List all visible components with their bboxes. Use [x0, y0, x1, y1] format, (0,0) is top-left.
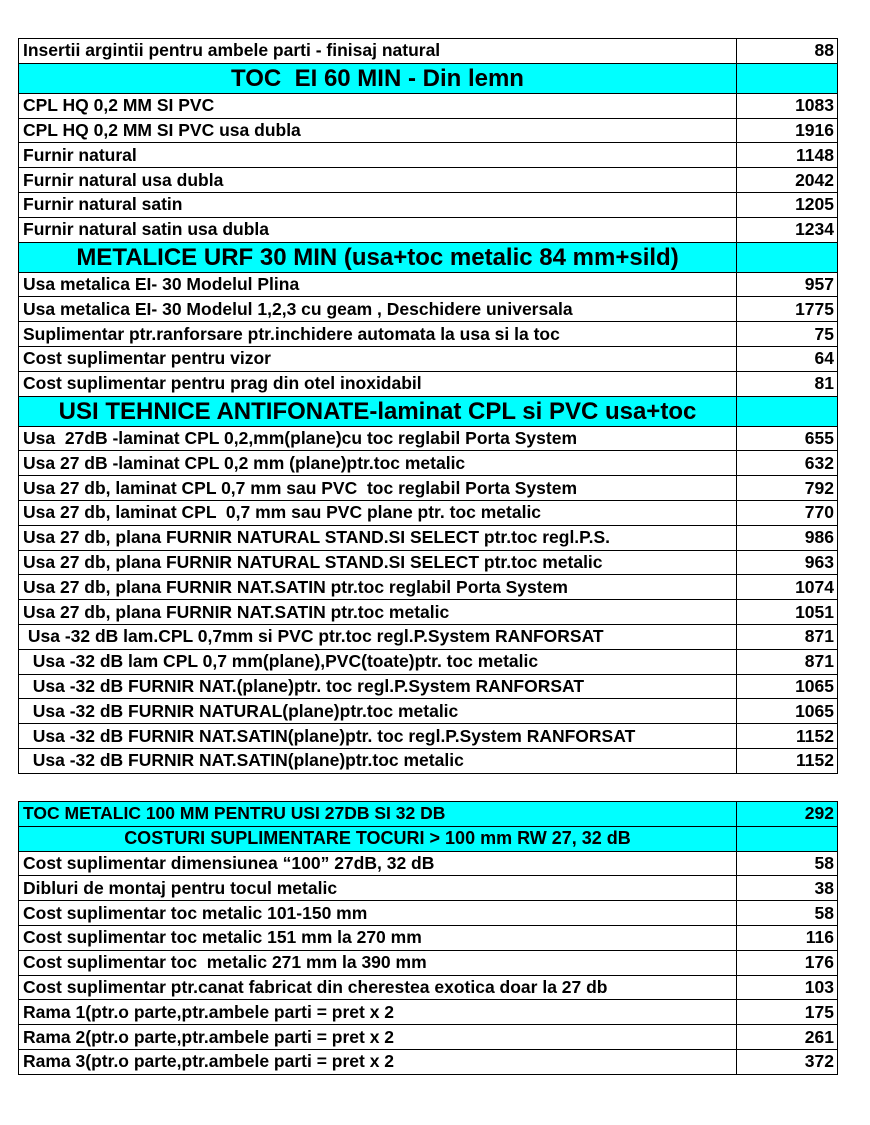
table-row: [19, 39, 838, 64]
table-row: [19, 322, 838, 347]
item-price: 770: [737, 500, 838, 525]
table-row: [19, 575, 838, 600]
item-description: Cost suplimentar toc metalic 271 mm la 390 mm: [19, 950, 737, 975]
item-price: 1205: [737, 192, 838, 217]
table-row: [19, 500, 838, 525]
item-description: Usa -32 dB FURNIR NATURAL(plane)ptr.toc metalic: [19, 699, 737, 724]
section-header-row: [19, 802, 838, 827]
item-price: 175: [737, 1000, 838, 1025]
item-price: 58: [737, 901, 838, 926]
table-row: [19, 1000, 838, 1025]
item-price: 1916: [737, 118, 838, 143]
table-row: [19, 950, 838, 975]
table-row: [19, 525, 838, 550]
table-row: [19, 168, 838, 193]
item-description: Rama 3(ptr.o parte,ptr.ambele parti = pret x 2: [19, 1049, 737, 1074]
price-table-main: [18, 38, 838, 774]
table-row: [19, 143, 838, 168]
item-price: 1152: [737, 724, 838, 749]
item-description: METALICE URF 30 MIN (usa+toc metalic 84 mm+sild): [19, 242, 737, 272]
table-row: [19, 371, 838, 396]
item-description: Usa 27 db, plana FURNIR NAT.SATIN ptr.toc metalic: [19, 600, 737, 625]
item-description: Usa -32 dB FURNIR NAT.(plane)ptr. toc regl.P.System RANFORSAT: [19, 674, 737, 699]
item-price: 986: [737, 525, 838, 550]
item-description: Usa -32 dB lam.CPL 0,7mm si PVC ptr.toc regl.P.System RANFORSAT: [19, 624, 737, 649]
item-price: 1083: [737, 93, 838, 118]
item-price: 81: [737, 371, 838, 396]
item-description: Usa -32 dB FURNIR NAT.SATIN(plane)ptr.toc metalic: [19, 748, 737, 773]
item-description: Rama 1(ptr.o parte,ptr.ambele parti = pret x 2: [19, 1000, 737, 1025]
table-row: [19, 346, 838, 371]
table-row: [19, 217, 838, 242]
table-row: [19, 192, 838, 217]
item-description: Insertii argintii pentru ambele parti - finisaj natural: [19, 39, 737, 64]
item-description: Usa -32 dB FURNIR NAT.SATIN(plane)ptr. toc regl.P.System RANFORSAT: [19, 724, 737, 749]
table-row: [19, 724, 838, 749]
item-price: 655: [737, 426, 838, 451]
table-row: [19, 476, 838, 501]
table-row: [19, 1049, 838, 1074]
table-row: [19, 118, 838, 143]
item-description: Cost suplimentar toc metalic 101-150 mm: [19, 901, 737, 926]
item-description: Furnir natural: [19, 143, 737, 168]
item-description: TOC EI 60 MIN - Din lemn: [19, 63, 737, 93]
item-price: 1074: [737, 575, 838, 600]
item-price: 38: [737, 876, 838, 901]
item-price: 116: [737, 925, 838, 950]
item-description: Cost suplimentar pentru vizor: [19, 346, 737, 371]
item-description: Cost suplimentar ptr.canat fabricat din cherestea exotica doar la 27 db: [19, 975, 737, 1000]
item-price: 292: [737, 802, 838, 827]
item-price: 963: [737, 550, 838, 575]
item-price: 2042: [737, 168, 838, 193]
section-header-row: [19, 242, 838, 272]
item-price: 372: [737, 1049, 838, 1074]
item-price: 1234: [737, 217, 838, 242]
item-description: Usa metalica EI- 30 Modelul Plina: [19, 272, 737, 297]
item-price: 176: [737, 950, 838, 975]
table-row: [19, 975, 838, 1000]
table-row: [19, 451, 838, 476]
item-price: [737, 63, 838, 93]
item-price: [737, 242, 838, 272]
item-description: Usa 27 db, plana FURNIR NAT.SATIN ptr.toc reglabil Porta System: [19, 575, 737, 600]
item-price: 88: [737, 39, 838, 64]
item-price: [737, 826, 838, 851]
item-price: 1152: [737, 748, 838, 773]
item-description: Usa -32 dB lam CPL 0,7 mm(plane),PVC(toate)ptr. toc metalic: [19, 649, 737, 674]
section-header-row: [19, 63, 838, 93]
table-row: [19, 550, 838, 575]
price-table-frames: [18, 801, 838, 1075]
item-price: 792: [737, 476, 838, 501]
table-row: [19, 297, 838, 322]
item-description: Cost suplimentar pentru prag din otel inoxidabil: [19, 371, 737, 396]
item-description: Suplimentar ptr.ranforsare ptr.inchidere automata la usa si la toc: [19, 322, 737, 347]
item-description: CPL HQ 0,2 MM SI PVC usa dubla: [19, 118, 737, 143]
item-description: Usa 27 db, laminat CPL 0,7 mm sau PVC plane ptr. toc metalic: [19, 500, 737, 525]
item-description: Usa 27dB -laminat CPL 0,2,mm(plane)cu toc reglabil Porta System: [19, 426, 737, 451]
item-price: [737, 396, 838, 426]
item-description: Usa 27 dB -laminat CPL 0,2 mm (plane)ptr.toc metalic: [19, 451, 737, 476]
table-row: [19, 925, 838, 950]
item-description: Dibluri de montaj pentru tocul metalic: [19, 876, 737, 901]
section-header-row: [19, 826, 838, 851]
item-price: 1775: [737, 297, 838, 322]
item-price: 64: [737, 346, 838, 371]
table-row: [19, 93, 838, 118]
table-row: [19, 901, 838, 926]
table-row: [19, 1025, 838, 1050]
section-header-row: [19, 396, 838, 426]
item-description: Furnir natural satin: [19, 192, 737, 217]
table-row: [19, 600, 838, 625]
item-description: Rama 2(ptr.o parte,ptr.ambele parti = pret x 2: [19, 1025, 737, 1050]
item-description: Furnir natural satin usa dubla: [19, 217, 737, 242]
item-description: Cost suplimentar dimensiunea “100” 27dB, 32 dB: [19, 851, 737, 876]
item-price: 632: [737, 451, 838, 476]
item-price: 1148: [737, 143, 838, 168]
item-price: 103: [737, 975, 838, 1000]
item-description: Cost suplimentar toc metalic 151 mm la 270 mm: [19, 925, 737, 950]
table-row: [19, 426, 838, 451]
item-description: USI TEHNICE ANTIFONATE-laminat CPL si PVC usa+toc: [19, 396, 737, 426]
item-description: Furnir natural usa dubla: [19, 168, 737, 193]
item-price: 957: [737, 272, 838, 297]
item-price: 75: [737, 322, 838, 347]
table-row: [19, 624, 838, 649]
table-row: [19, 748, 838, 773]
item-price: 1051: [737, 600, 838, 625]
item-description: Usa metalica EI- 30 Modelul 1,2,3 cu geam , Deschidere universala: [19, 297, 737, 322]
item-description: Usa 27 db, plana FURNIR NATURAL STAND.SI SELECT ptr.toc metalic: [19, 550, 737, 575]
item-price: 871: [737, 624, 838, 649]
item-description: TOC METALIC 100 MM PENTRU USI 27DB SI 32 DB: [19, 802, 737, 827]
item-price: 58: [737, 851, 838, 876]
item-price: 1065: [737, 674, 838, 699]
item-price: 871: [737, 649, 838, 674]
item-description: CPL HQ 0,2 MM SI PVC: [19, 93, 737, 118]
table-row: [19, 851, 838, 876]
item-description: COSTURI SUPLIMENTARE TOCURI > 100 mm RW 27, 32 dB: [19, 826, 737, 851]
table-row: [19, 272, 838, 297]
table-row: [19, 699, 838, 724]
item-description: Usa 27 db, plana FURNIR NATURAL STAND.SI SELECT ptr.toc regl.P.S.: [19, 525, 737, 550]
item-price: 261: [737, 1025, 838, 1050]
item-price: 1065: [737, 699, 838, 724]
item-description: Usa 27 db, laminat CPL 0,7 mm sau PVC toc reglabil Porta System: [19, 476, 737, 501]
table-row: [19, 674, 838, 699]
table-row: [19, 876, 838, 901]
table-row: [19, 649, 838, 674]
